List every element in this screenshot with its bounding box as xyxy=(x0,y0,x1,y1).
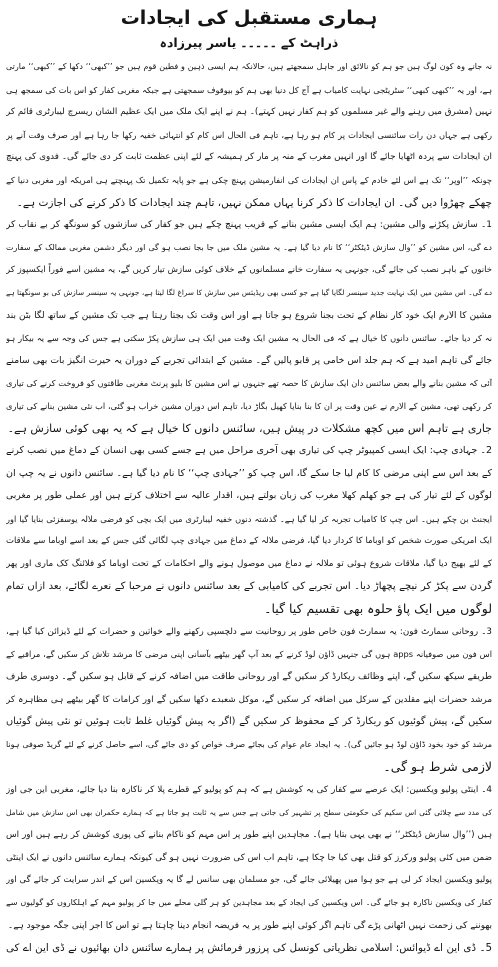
text-line: کفار کی ویکسین ناکارہ ہو جائے گی۔ اس ویکسین کی ایجاد کے بعد مجاہدین کو ہر گلی محلے میں جا کر پولیو مہم کے اہلکاروں کو گولیوں سے xyxy=(6,897,492,907)
text-line: 5۔ ڈی این اے ڈیوائس: اسلامی نظریاتی کونسل کی پرزور فرمائش پر ہمارے سائنس دان بھائیوں نے ڈی این اے کی xyxy=(6,942,492,955)
text-line: 3۔ روحانی سمارٹ فون: یہ سمارٹ فون خاص طور پر روحانیت سے دلچسپی رکھنے والے خواتین و حضرات کے لئے ڈیزائن کیا گیا ہے، xyxy=(6,626,492,637)
author-name: یاسر پیرزادہ xyxy=(159,35,237,50)
text-line: گردن سے پکڑ کر نیچے پچھاڑ دیا۔ اس تجربے کی کامیابی کے بعد سائنس دانوں نے مرحبا کے نعرے لگائے، بعد ازاں تمام xyxy=(6,580,492,592)
text-line: نہیں (مشرق میں رہنے والے غیر مسلموں کو ہم کفار نہیں کہتے)۔ ہم نے اپنے ایک ملک میں ایک عظیم الشان ریسرچ لیبارٹری قائم کر xyxy=(6,107,492,118)
byline-separator: ۔۔۔۔۔ xyxy=(240,35,277,50)
text-line: ایک امریکی صورت شخص کو اوباما کا کردار دیا گیا، فرضی ملالہ کے دماغ میں جہادی چپ لگائی گئی جس کے بعد اسے اوباما سے ملاقات xyxy=(6,536,492,547)
text-line: ہے، اور یہ ’’کبھی کبھی‘‘ سٹریٹجی نہایت کامیاب ہے آج کل دنیا بھی ہم کو بیوقوف سمجھتی ہے جبکہ مغربی کفار کو اس بات کی سمجھ ہی xyxy=(6,84,492,95)
text-line: اس فون میں صوفیانہ apps ہوں گی جنہیں ڈاؤن لوڈ کرنے کے بعد آپ گھر بیٹھے بآسانی اپنی مرضی کا مرشد تلاش کر سکیں گے، مراقبے کے xyxy=(6,649,492,660)
paragraph-item-3-spiritual-smartphone xyxy=(6,621,492,779)
text-line: ان ایجادات سے پردہ اٹھایا جائے گا اور انہیں مغرب کے منہ پر مار کر ہمیشہ کے لئے اپنی عظمت ثابت کر دی جائے گی۔ فدوی کی پہنچ xyxy=(6,152,492,163)
text-line: لوگوں میں ایک پاؤ حلوہ بھی تقسیم کیا گیا۔ xyxy=(264,601,492,617)
text-line: کے لئے بھیج دیا گیا، ملاقات شروع ہوئی تو ملالہ نے دماغ میں موصول ہونے والے احکامات کے تحت اوباما کو فلائنگ کک ماری اور پھر xyxy=(6,559,492,570)
paragraph-intro xyxy=(6,56,492,214)
text-line: ضمن میں کئی پولیو ورکرز کو قتل بھی کیا جا چکا ہے، تاہم اب اس کی ضرورت نہیں ہو گی کیونکہ ہمارے سائنس دانوں نے ایک اینٹی xyxy=(6,852,492,863)
text-line: دے گی، اس مشین کو ’’وال سازش ڈیٹکٹر‘‘ کا نام دیا گیا ہے۔ یہ مشین ملک میں جا بجا نصب ہو گی اور دیگر دشمن مغربی ممالک کے سفارت xyxy=(6,242,492,252)
text-line: چونکہ ’’اوپر‘‘ تک ہے اس لئے خادم کے پاس ان ایجادات کی انفارمیشن پہنچ چکی ہے جو پایہ تکمیل تک پہنچتے ہی امریکہ اور مغربی دنیا کے xyxy=(6,174,492,185)
text-line: طریقے سیکھ سکیں گے، اپنے وظائف ریکارڈ کر سکیں گے اور روحانی طاقت میں اضافہ کرنے کے قابل ہو سکیں گے۔ دوسری طرف xyxy=(6,672,492,683)
text-line: مرشد حضرات اپنے مقلدین کے سرکل میں اضافہ کر سکیں گے، موکل شعبدے دکھا سکیں گے اور کرامات کا گھر بیٹھے ہی مظاہرہ کر xyxy=(6,694,492,705)
text-line: 2۔ جہادی چپ: ایک ایسی کمپیوٹر چپ کی تیاری بھی آخری مراحل میں ہے جسے کسی بھی انسان کے دماغ میں نصب کرنے xyxy=(6,445,492,457)
text-line: کی مدد سے چلائی گئی اس سکیم کی حکومتی سطح پر تشہیر کی جاتی ہے جس سے یہ ثابت ہو جاتا ہے کہ ہمارے حکمران بھی اس سازش میں شامل xyxy=(6,807,492,817)
text-line: جاری ہے تاہم اس میں کچھ مشکلات در پیش ہیں، سائنس دانوں کا خیال ہے کہ یہ بھی کوئی سازش ہے۔ xyxy=(7,421,492,435)
text-line: کر رکھی تھی، مشین کے الارم نے عین وقت پر ان کا بنا بنایا کھیل بگاڑ دیا، تاہم اس دوران مشین خراب ہو گئی، اب نئی مشین بنانے کی تیاری xyxy=(6,400,492,411)
text-line: 4۔ اینٹی پولیو ویکسین: ایک عرصے سے کفار کی یہ کوشش ہے کہ ہم کو پولیو کے قطرے پلا کر ناکارہ بنا دیا جائے، مغربی این جی اوز xyxy=(6,785,492,795)
text-line: نہ کر دیا جائے۔ سائنس دانوں کا خیال ہے کہ فی الحال یہ مشین ایک وقت میں ایک ہی سازش پکڑ سکتی ہے جس کی وجہ سے یہ بیکار ہو xyxy=(6,333,492,344)
byline xyxy=(0,34,498,52)
text-line: جائے گی تاہم امید ہے کہ ہم جلد اس خامی پر قابو پالیں گے۔ مشین کے ابتدائی تجربے کے دوران یہ حیرت انگیز بات بھی سامنے xyxy=(6,354,492,366)
paragraph-item-5-dna-device xyxy=(6,937,492,960)
paragraph-item-2-jihadi-chip xyxy=(6,440,492,621)
text-line: سکیں گے، پیش گوئیوں کو ریکارڈ کر کے محفوظ کر سکیں گے (اگر یہ پیش گوئیاں غلط ثابت ہوئیں تو نئی پیش گوئیاں xyxy=(6,716,492,728)
text-line: خانوں کے باہر نصب کی جائے گی، جونہی یہ سفارت خانے مسلمانوں کے خلاف کوئی سازش تیار کریں گے، یہ مشین اسے فوراً ایکسپوز کر xyxy=(6,265,492,276)
article-title: ہماری مستقبل کی ایجادات xyxy=(120,7,378,29)
text-line: پولیو ویکسین ایجاد کر لی ہے جو ہوا میں پھیلائی جائے گی، جو مسلمان بھی سانس لے گا یہ ویکسین اس کے اندر سرایت کر جائے گی اور xyxy=(6,875,492,886)
text-line: 1۔ سازش پکڑنے والی مشین: ہم ایک ایسی مشین بنانے کے قریب پہنچ چکے ہیں جو کفار کی سازشوں کو سونگھ کر بے نقاب کر xyxy=(6,220,492,231)
paragraph-item-1-conspiracy-detector xyxy=(6,214,492,440)
text-line: لوگوں کے لئے تیار کی ہے جو کھلم کھلا مغرب کی زبان بولتے ہیں، اقدار عالیہ سے اختلاف کرتے ہیں اور عملی طور پر مغربی xyxy=(6,490,492,502)
column-name: ذراہٹ کے xyxy=(280,35,339,50)
paragraph-item-4-anti-polio-vaccine xyxy=(6,779,492,937)
text-line: ہیں (’’وال سازش ڈیٹکٹر‘‘ نے بھی یہی بتایا ہے)۔ مجاہدین اپنے طور پر اس مہم کو ناکام بنانے کی پوری کوشش کر رہے ہیں اور اس xyxy=(6,830,492,841)
text-line: مرشد کو خود بخود ڈاؤن لوڈ ہو جائیں گی)۔ یہ ایجاد عام عوام کی بجائے صرف خواص کو دی جائے گی، اسے حاصل کرنے کے لئے گریڈ صوفی ہونا xyxy=(6,739,492,749)
text-line: کے بعد اس سے اپنی مرضی کا کام لیا جا سکے گا، اس چپ کو ’’جہادی چپ‘‘ کا نام دیا گیا ہے۔ سائنس دانوں نے یہ چپ ان xyxy=(6,467,492,479)
text-line: بھوننے کی زحمت نہیں اٹھانی پڑے گی تاہم اگر کوئی اپنے طور پر یہ فریضہ انجام دینا چاہتا ہے تو اس کا اجر اپنی جگہ موجود ہے۔ xyxy=(7,920,492,931)
text-line: رکھی ہے جہاں دن رات سائنسی ایجادات پر کام ہو رہا ہے، تاہم فی الحال اس کام کو انتہائی خفیہ رکھا جا رہا ہے اور صرف وقت آنے پر xyxy=(6,129,492,140)
text-line: مشین کا الارم ایک خود کار نظام کے تحت بجنا شروع ہو جاتا ہے اور اس وقت تک بجتا رہتا ہے جب تک مشین کے ساتھ لگا بٹن بند xyxy=(6,310,492,321)
text-line: چھکے چھڑوا دیں گی۔ ان ایجادات کا ذکر کرنا یہاں ممکن نہیں، تاہم چند ایجادات کا ذکر کرنے کی اجازت ہے۔ xyxy=(16,196,492,209)
text-line: آئی کہ مشین بنانے والے بعض سائنس دان ایک سازش کا حصہ تھے جنہوں نے اس مشین کا بلیو پرنٹ مغربی طاقتوں کو فروخت کرنے کی تیاری xyxy=(6,378,492,389)
article-body xyxy=(6,56,492,960)
text-line: لازمی شرط ہو گی۔ xyxy=(383,759,492,775)
text-line: نہ جانے وہ کون لوگ ہیں جو ہم کو نالائق اور جاہل سمجھتے ہیں، حالانکہ ہم ایسی ذہین و فطین قوم ہیں جو ’’کبھی‘‘ دکھا کے ’’کبھی‘‘ مارتی xyxy=(6,62,492,71)
text-line: ایجنٹ بن چکے ہیں۔ اس چپ کا کامیاب تجربہ کر لیا گیا ہے۔ گذشتہ دنوں خفیہ لیبارٹری میں ایک بچی کو فرضی ملالہ یوسفزئی بنایا گیا اور xyxy=(6,513,492,524)
text-line: دے گی۔ اس مشین میں ایک نہایت جدید سینسر لگایا گیا ہے جو کسی بھی ریڈیئس میں سازش کا سراغ لگا لیتا ہے، جونہی یہ سینسر سازش کی بو سونگھتا ہے xyxy=(6,287,492,297)
